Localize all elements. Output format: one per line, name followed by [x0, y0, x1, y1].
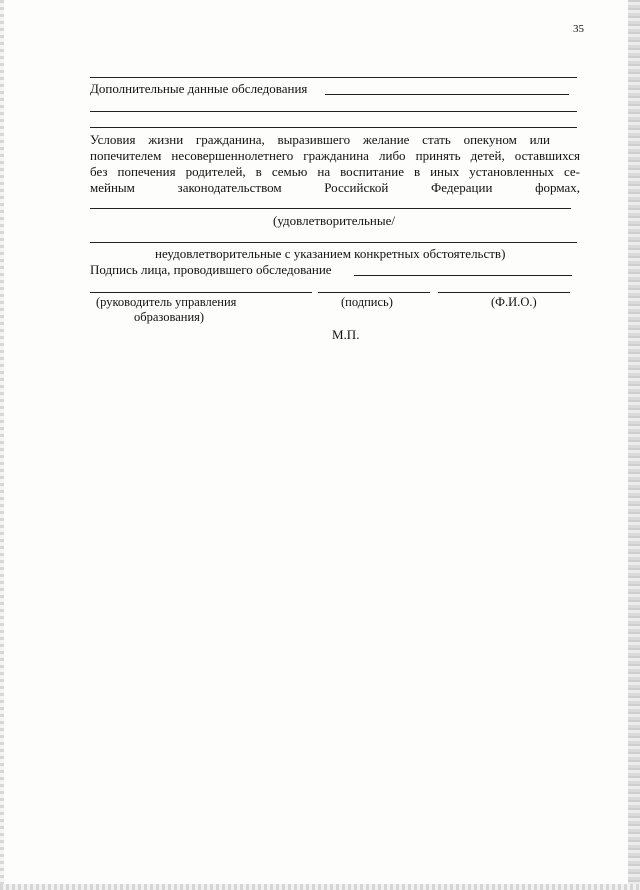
- fio-caption: (Ф.И.О.): [491, 295, 537, 309]
- head-caption-cont: образования): [134, 310, 205, 324]
- unsatisfactory-note: неудовлетворительные с указанием конкретных обстоятельств): [155, 246, 506, 261]
- scan-edge-left: [0, 0, 4, 890]
- living-conditions-field[interactable]: [90, 208, 571, 209]
- signature-caption: (подпись): [341, 295, 393, 309]
- living-conditions-line: без попечения родителей, в семью на воспитание в иных установленных се-: [90, 164, 580, 179]
- head-signature-field[interactable]: [318, 292, 430, 293]
- additional-data-field[interactable]: [325, 94, 569, 95]
- page-number: 35: [573, 23, 584, 35]
- head-caption: (руководитель управления: [96, 295, 237, 309]
- living-conditions-line: попечителем несовершеннолетнего гражданина либо принять детей, оставшихся: [90, 148, 580, 163]
- signature-field[interactable]: [354, 275, 572, 276]
- satisfactory-note: (удовлетворительные/: [273, 213, 395, 228]
- living-conditions-field[interactable]: [90, 242, 577, 243]
- blank-line[interactable]: [90, 127, 577, 128]
- scan-edge-bottom: [0, 884, 640, 890]
- stamp-place: М.П.: [332, 327, 360, 342]
- blank-line[interactable]: [90, 111, 577, 112]
- signature-label: Подпись лица, проводившего обследование: [90, 262, 332, 277]
- head-name-field[interactable]: [90, 292, 312, 293]
- head-fio-field[interactable]: [438, 292, 570, 293]
- additional-data-label: Дополнительные данные обследования: [90, 81, 308, 96]
- blank-line[interactable]: [90, 77, 577, 78]
- living-conditions-line: мейным законодательством Российской Федерации формах,: [90, 180, 580, 195]
- scan-edge-right: [628, 0, 640, 890]
- living-conditions-line: Условия жизни гражданина, выразившего желание стать опекуном или: [90, 132, 550, 147]
